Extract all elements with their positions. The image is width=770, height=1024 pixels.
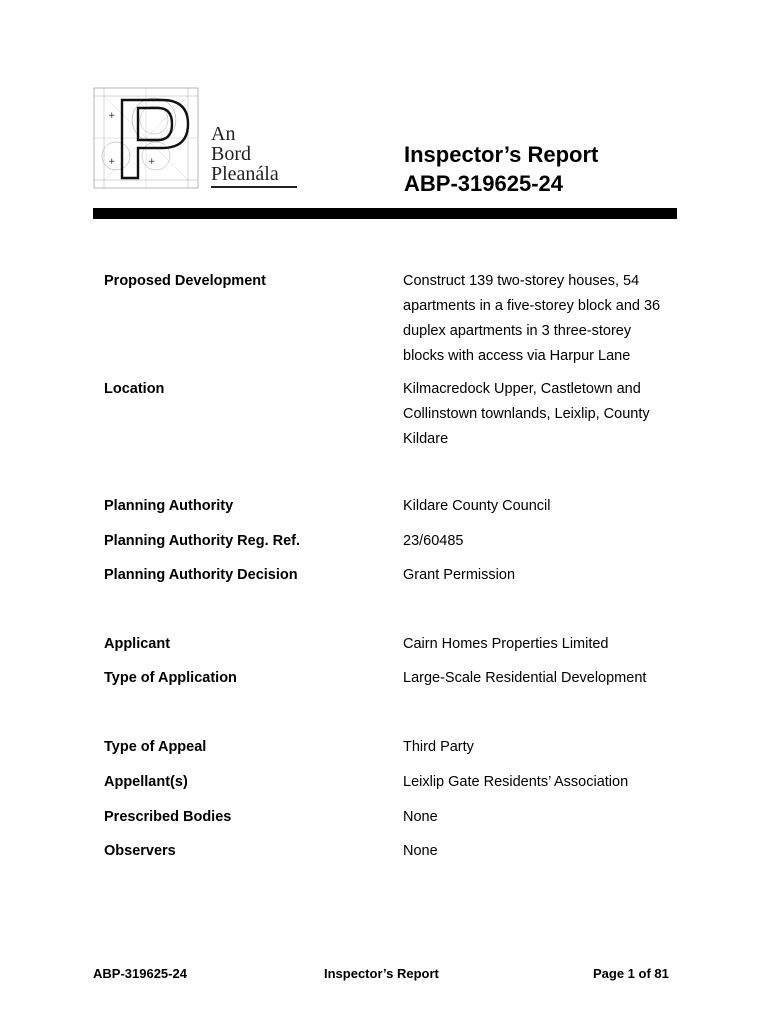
an-bord-pleanala-logo-icon (92, 86, 200, 190)
logo-line-bord: Bord (211, 143, 251, 165)
logo-line-pleanala: Pleanála (211, 163, 279, 185)
footer-reference: ABP-319625-24 (93, 966, 187, 981)
detail-value: Third Party (403, 739, 474, 755)
logo-underline (211, 186, 297, 188)
svg-text:+: + (108, 157, 116, 167)
report-title-line-1: Inspector’s Report (404, 142, 599, 167)
detail-label: Proposed Development (104, 273, 266, 289)
logo-line-an: An (211, 123, 236, 145)
detail-value: Kilmacredock Upper, Castletown and Collinstown townlands, Leixlip, County Kildare (403, 381, 650, 447)
detail-value: None (403, 809, 438, 825)
svg-text:+: + (108, 111, 116, 121)
detail-label: Planning Authority Decision (104, 567, 298, 583)
report-title-line-2: ABP-319625-24 (404, 171, 563, 196)
detail-value: Large-Scale Residential Development (403, 670, 647, 686)
report-title (404, 140, 598, 198)
detail-value: Grant Permission (403, 567, 516, 583)
detail-label: Appellant(s) (104, 774, 188, 790)
detail-value: 23/60485 (403, 533, 464, 549)
logo-wordmark (211, 124, 279, 184)
detail-label: Location (104, 381, 165, 397)
footer-title: Inspector’s Report (324, 966, 439, 981)
header-divider (93, 208, 677, 219)
footer-page-number: Page 1 of 81 (593, 966, 669, 981)
detail-label: Prescribed Bodies (104, 809, 232, 825)
detail-label: Planning Authority (104, 498, 234, 514)
detail-label: Type of Appeal (104, 739, 207, 755)
detail-label: Applicant (104, 636, 171, 652)
detail-value: Construct 139 two-storey houses, 54 apartments in a five-storey block and 36 duplex apartments in 3 three-storey blocks with access via Harpur Lane (403, 273, 661, 364)
detail-value: None (403, 843, 438, 859)
detail-value: Cairn Homes Properties Limited (403, 636, 609, 652)
svg-text:+: + (148, 157, 156, 167)
detail-label: Observers (104, 843, 176, 859)
detail-value: Kildare County Council (403, 498, 551, 514)
detail-label: Planning Authority Reg. Ref. (104, 533, 301, 549)
detail-label: Type of Application (104, 670, 237, 686)
detail-value: Leixlip Gate Residents’ Association (403, 774, 629, 790)
